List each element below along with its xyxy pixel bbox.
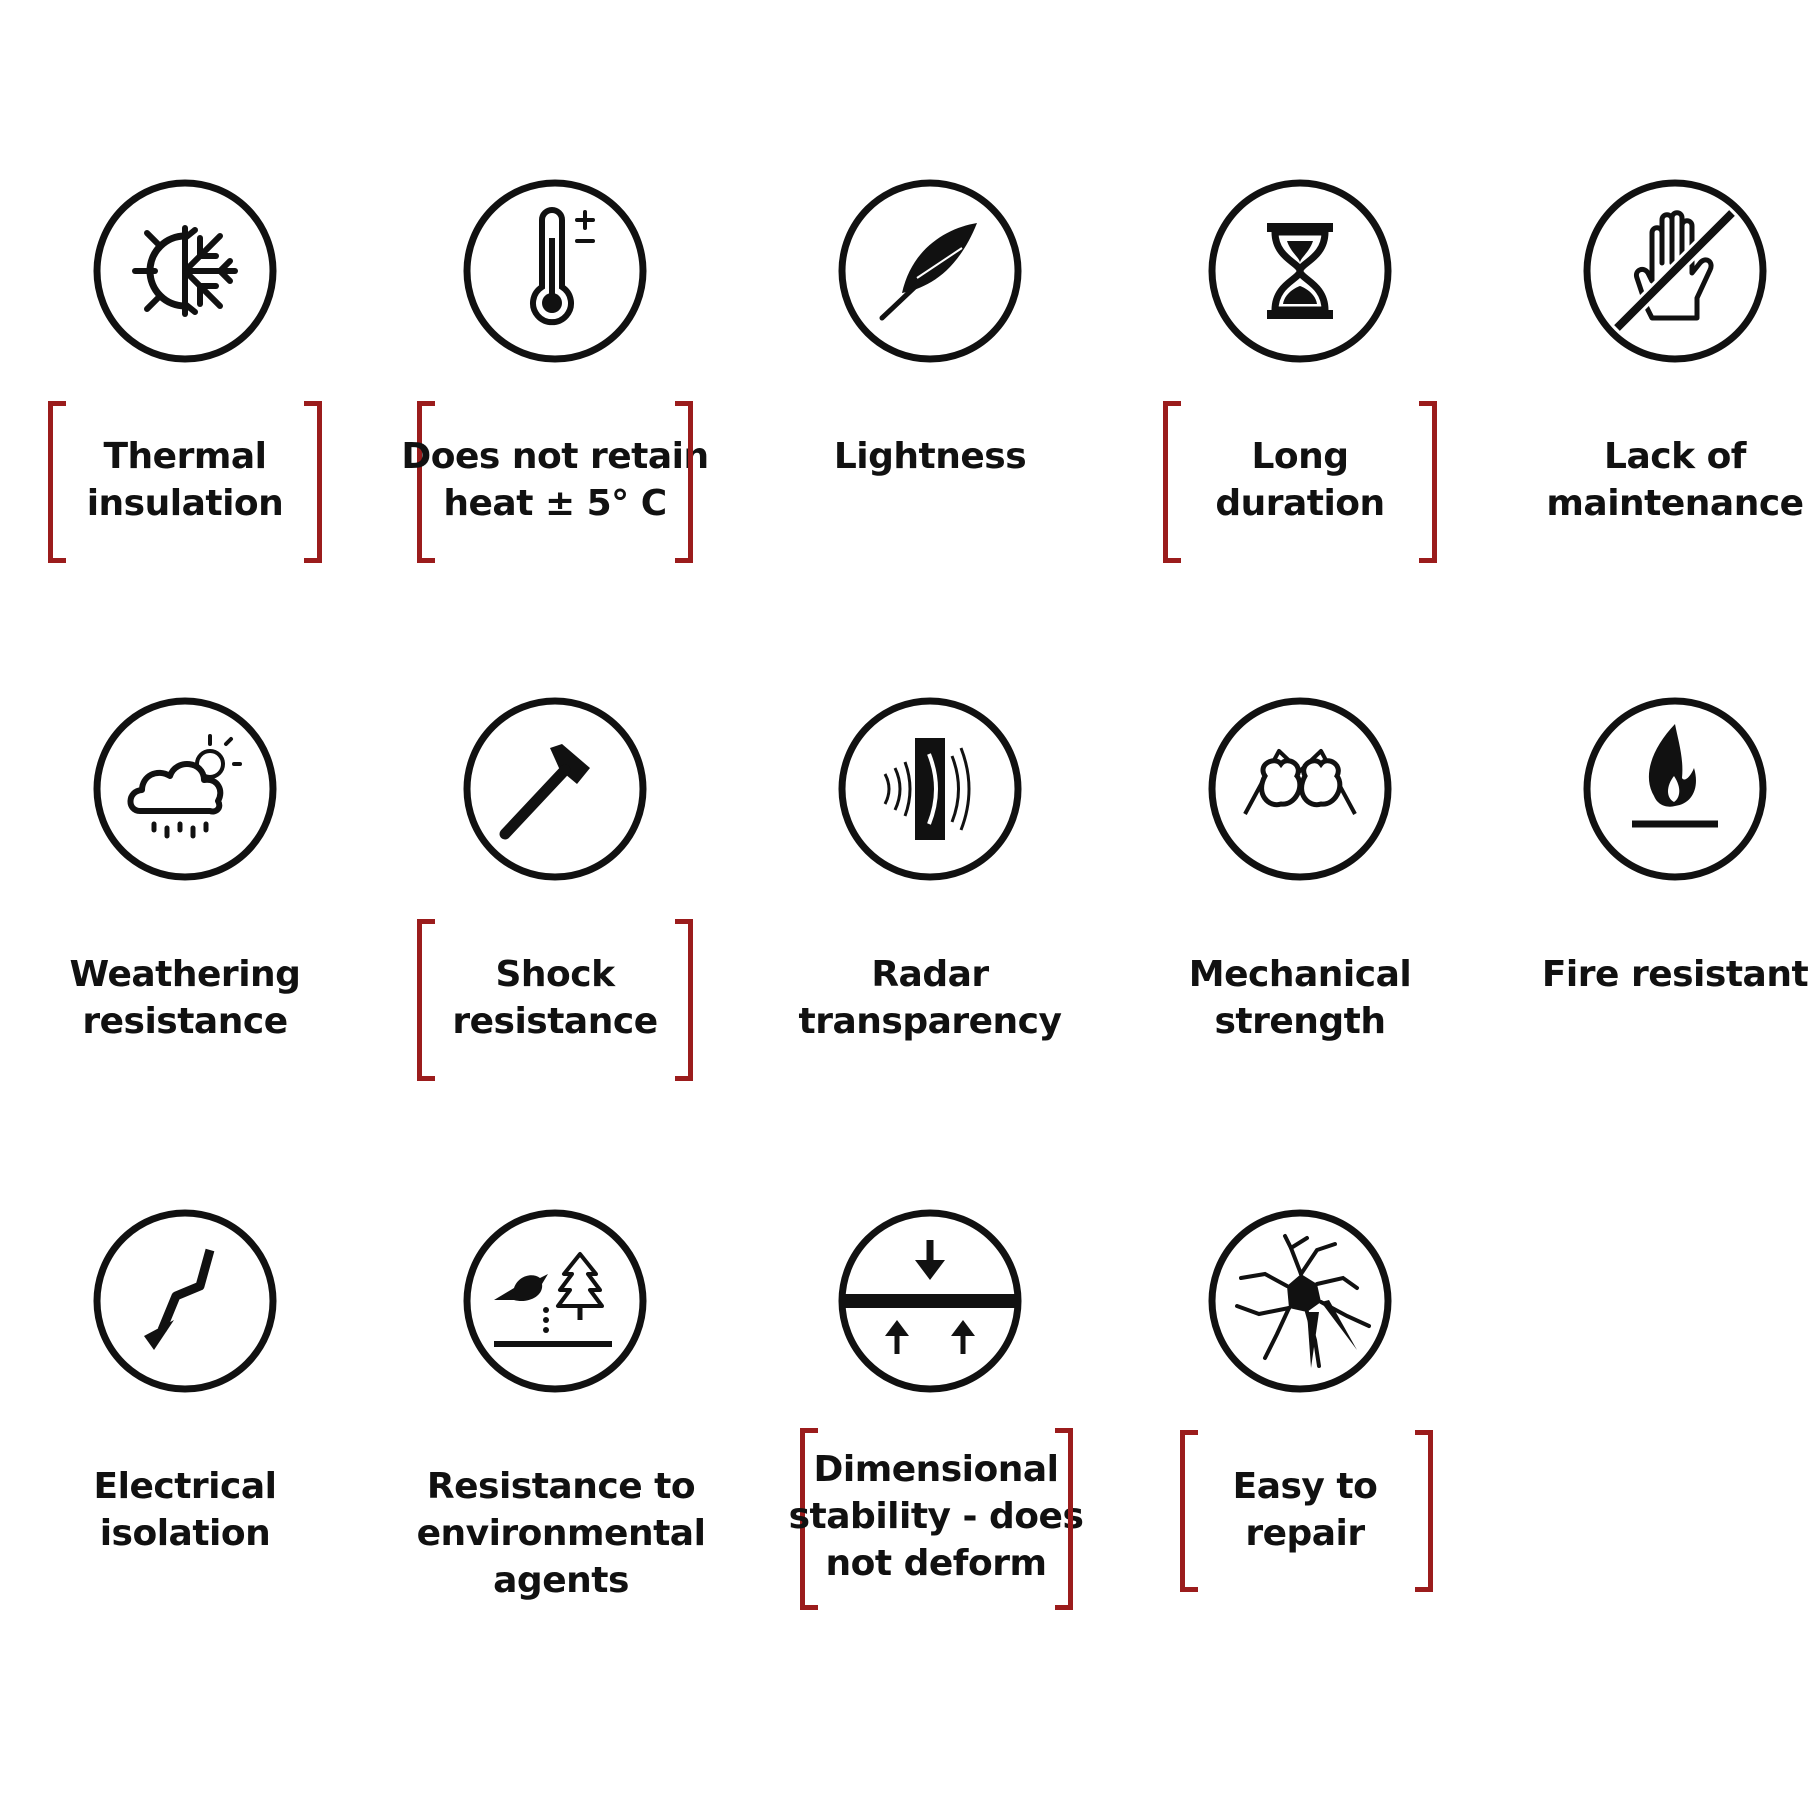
feature-long-duration	[1150, 178, 1450, 638]
feature-heat-retention	[401, 178, 709, 638]
feature-label: Long duration	[1215, 436, 1385, 524]
feature-lightness	[780, 178, 1080, 638]
feature-label: Mechanical strength	[1188, 954, 1412, 1042]
bracket-right	[1419, 401, 1437, 563]
thermal-insulation-icon	[92, 178, 278, 364]
feature-easy-to-repair	[1150, 1208, 1450, 1668]
feature-thermal-insulation	[35, 178, 335, 638]
bracket-right	[304, 401, 322, 563]
lightning-icon	[92, 1208, 278, 1394]
mechanical-strength-icon	[1207, 696, 1393, 882]
feature-label: Easy to repair	[1232, 1466, 1378, 1554]
bird-tree-icon	[462, 1208, 648, 1394]
feature-fire-resistant	[1525, 696, 1820, 1156]
feature-label: Weathering resistance	[69, 954, 301, 1042]
feather-icon	[837, 178, 1023, 364]
feature-label: Thermal insulation	[86, 436, 284, 524]
feature-label: Dimensional stability - does not deform	[788, 1449, 1084, 1584]
radar-icon	[837, 696, 1023, 882]
feature-radar-transparency	[780, 696, 1080, 1156]
feature-label: Electrical isolation	[93, 1466, 277, 1554]
feature-electrical-isolation	[35, 1208, 335, 1668]
feature-label: Fire resistant	[1541, 954, 1809, 995]
bracket-right	[675, 919, 693, 1081]
bracket-right	[1415, 1430, 1433, 1592]
feature-label: Does not retain heat ± 5° C	[401, 436, 709, 524]
feature-shock-resistance	[405, 696, 705, 1156]
feature-environmental-agents	[405, 1208, 705, 1668]
compression-icon	[837, 1208, 1023, 1394]
feature-label: Shock resistance	[452, 954, 658, 1042]
hourglass-icon	[1207, 178, 1393, 364]
feature-lack-of-maintenance	[1525, 178, 1820, 638]
feature-mechanical-strength	[1150, 696, 1450, 1156]
feature-weathering-resistance	[35, 696, 335, 1156]
feature-label: Radar transparency	[798, 954, 1062, 1042]
hammer-icon	[462, 696, 648, 882]
feature-dimensional-stability	[780, 1208, 1084, 1668]
fire-icon	[1582, 696, 1768, 882]
feature-label: Resistance to environmental agents	[416, 1466, 706, 1601]
feature-label: Lightness	[833, 436, 1027, 477]
bracket-right	[1055, 1428, 1073, 1610]
feature-label: Lack of maintenance	[1546, 436, 1804, 524]
weather-icon	[92, 696, 278, 882]
cracked-glass-icon	[1207, 1208, 1393, 1394]
no-hand-icon	[1582, 178, 1768, 364]
thermometer-icon	[462, 178, 648, 364]
bracket-right	[675, 401, 693, 563]
